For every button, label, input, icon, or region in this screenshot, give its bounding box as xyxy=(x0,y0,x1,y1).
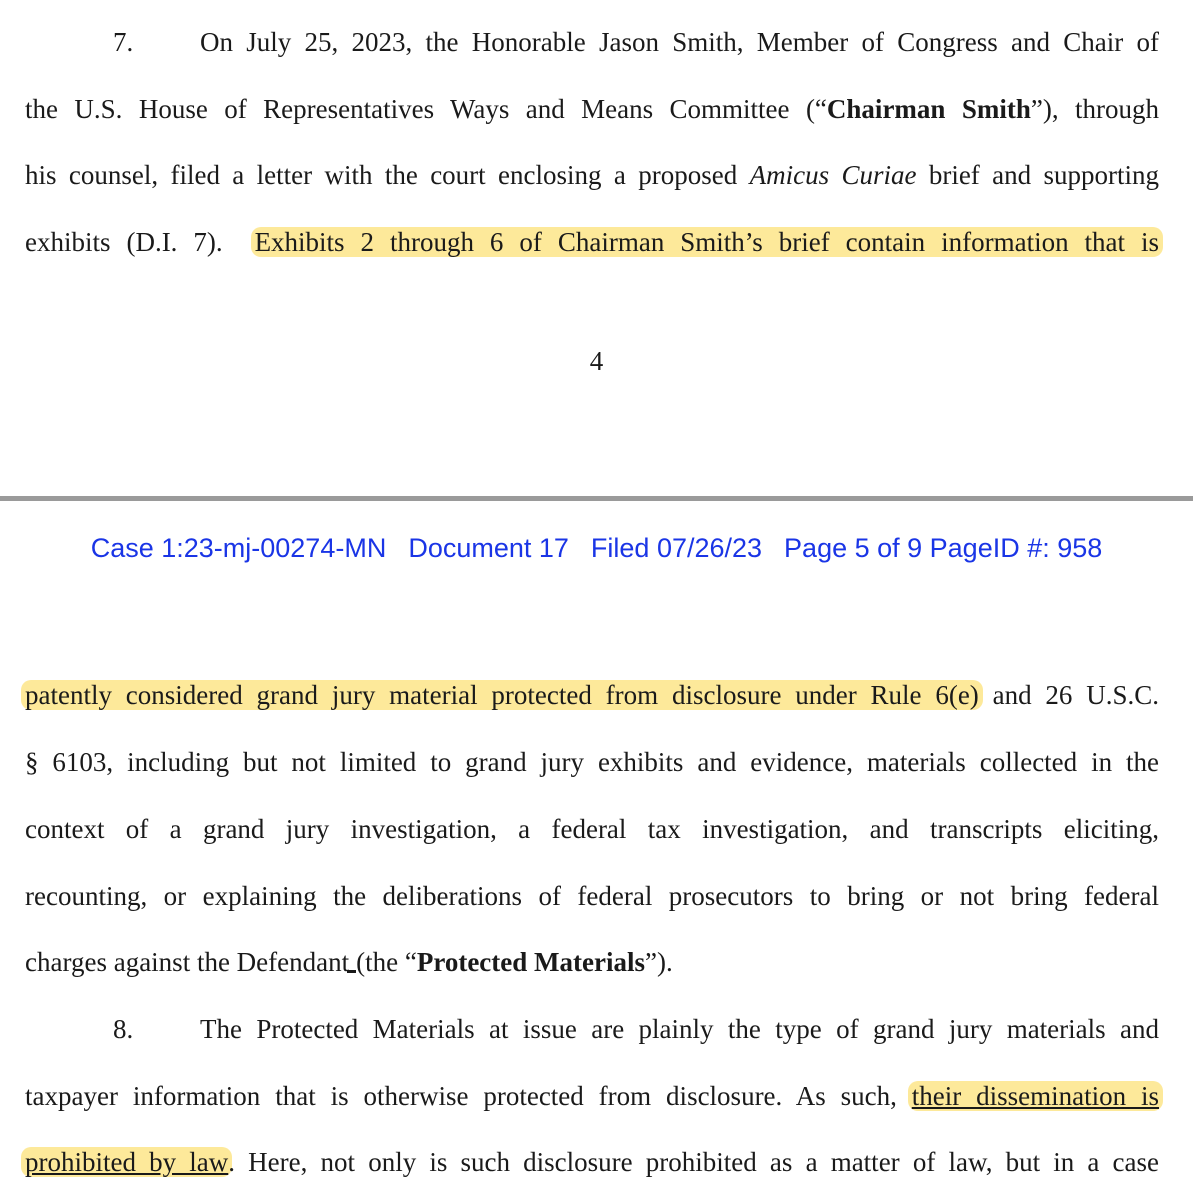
document-number: Document 17 xyxy=(408,533,569,563)
para-7-line-1: 7. On July 25, 2023, the Honorable Jason Smith, Member of Congress and Chair of xyxy=(25,22,1159,62)
highlight-prohibited: prohibited by law xyxy=(21,1147,232,1177)
para-7-cont-line-5: charges against the Defendant (the “Protected Materials”). xyxy=(25,947,673,977)
para-7-line-2: the U.S. House of Representatives Ways and Means Committee (“Chairman Smith”), through xyxy=(25,94,1160,124)
highlight-dissemination: their dissemination is xyxy=(908,1081,1163,1111)
para-7-line-4: exhibits (D.I. 7). Exhibits 2 through 6 of Chairman Smith’s brief contain information that is xyxy=(25,222,1159,262)
para-7-cont-line-4: recounting, or explaining the deliberations of federal prosecutors to bring or not bring federal xyxy=(25,881,1159,911)
para-7-line-3: his counsel, filed a letter with the court enclosing a proposed Amicus Curiae brief and supporting xyxy=(25,160,1160,190)
text-cursor xyxy=(347,950,356,973)
para-8-line-1: 8. The Protected Materials at issue are plainly the type of grand jury materials and xyxy=(25,1009,1159,1049)
highlight-exhibits: Exhibits 2 through 6 of Chairman Smith’s brief contain information that is xyxy=(251,227,1163,257)
para-7-cont-line-1: patently considered grand jury material protected from disclosure under Rule 6(e) and 26 U.S.C. xyxy=(25,675,1159,715)
para-8-number: 8. xyxy=(113,1014,134,1044)
page-id: Page 5 of 9 PageID #: 958 xyxy=(784,533,1103,563)
page-number: 4 xyxy=(589,346,604,376)
case-header xyxy=(0,528,1193,568)
para-8-line-2: taxpayer information that is otherwise protected from disclosure. As such, their dissemination is xyxy=(25,1076,1159,1116)
highlight-grand-jury: patently considered grand jury material protected from disclosure under Rule 6(e) xyxy=(21,680,983,710)
italic-amicus-curiae: Amicus Curiae xyxy=(749,160,917,190)
filed-date: Filed 07/26/23 xyxy=(590,533,763,563)
para-7-cont-line-3: context of a grand jury investigation, a federal tax investigation, and transcripts eliciting, xyxy=(25,814,1159,844)
case-number: Case 1:23-mj-00274-MN xyxy=(90,533,387,563)
para-8-line-3: prohibited by law. Here, not only is such disclosure prohibited as a matter of law, but in a case xyxy=(25,1142,1159,1182)
defined-term-chairman-smith: Chairman Smith xyxy=(826,94,1031,124)
defined-term-protected-materials: Protected Materials xyxy=(416,947,645,977)
para-7-number: 7. xyxy=(113,27,134,57)
page-divider xyxy=(0,496,1193,501)
para-7-cont-line-2: § 6103, including but not limited to grand jury exhibits and evidence, materials collected in the xyxy=(25,747,1159,777)
